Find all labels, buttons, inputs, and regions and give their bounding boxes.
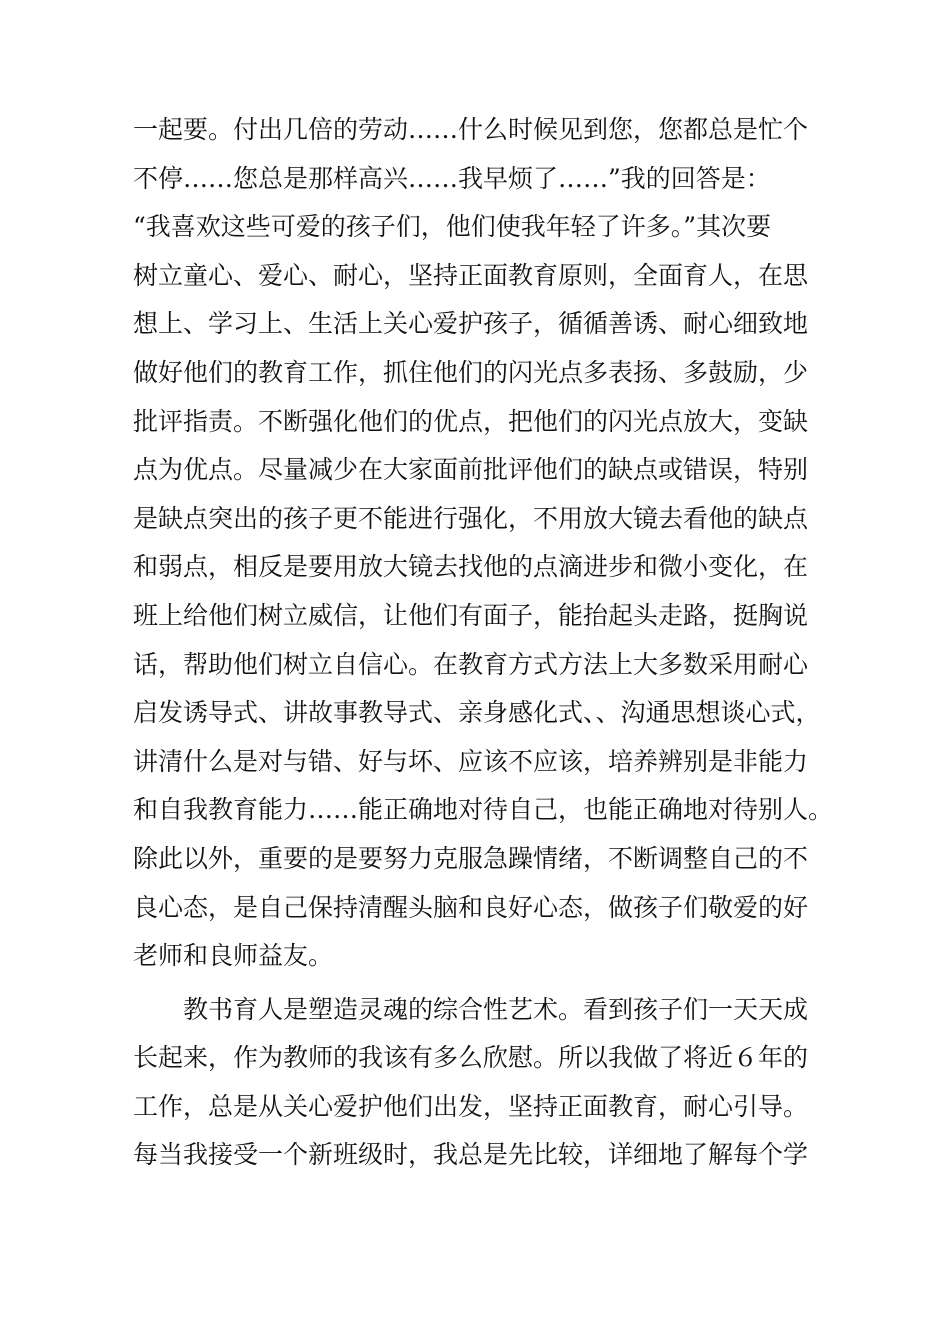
text-line: 和自我教育能力……能正确地对待自己，也能正确地对待别人。 (133, 795, 833, 825)
paragraph-1 (133, 106, 833, 981)
body-text (133, 106, 833, 1180)
text-line: 教书育人是塑造灵魂的综合性艺术。看到孩子们一天天成 (183, 994, 809, 1024)
text-line: 良心态，是自己保持清醒头脑和良好心态，做孩子们敬爱的好 (133, 892, 809, 922)
text-line: 做好他们的教育工作，抓住他们的闪光点多表扬、多鼓励，少 (133, 357, 809, 387)
text-line: 话，帮助他们树立自信心。在教育方式方法上大多数采用耐心 (133, 649, 809, 679)
text-line: 讲清什么是对与错、好与坏、应该不应该，培养辨别是非能力 (133, 746, 809, 776)
text-line: 工作，总是从关心爱护他们出发，坚持正面教育，耐心引导。 (133, 1091, 809, 1121)
text-line: 一起要。付出几倍的劳动……什么时候见到您，您都总是忙个 (133, 115, 809, 144)
text-line: 想上、学习上、生活上关心爱护孩子，循循善诱、耐心细致地 (133, 309, 809, 339)
text-line: 点为优点。尽量减少在大家面前批评他们的缺点或错误，特别 (133, 455, 809, 485)
text-line: 启发诱导式、讲故事教导式、亲身感化式、、沟通思想谈心式， (133, 698, 821, 728)
text-line: 老师和良师益友。 (133, 941, 334, 971)
text-line: 班上给他们树立威信，让他们有面子，能抬起头走路，挺胸说 (133, 600, 809, 630)
text-line: 和弱点，相反是要用放大镜去找他的点滴进步和微小变化，在 (133, 552, 809, 582)
paragraph-2 (133, 986, 833, 1180)
text-line: 长起来，作为教师的我该有多么欣慰。所以我做了将近６年的 (133, 1043, 809, 1073)
text-line: 树立童心、爱心、耐心，坚持正面教育原则，全面育人，在思 (133, 260, 809, 290)
text-line: 是缺点突出的孩子更不能进行强化，不用放大镜去看他的缺点 (133, 503, 809, 533)
text-line: “我喜欢这些可爱的孩子们，他们使我年轻了许多。”其次要 (133, 212, 772, 242)
text-line: 每当我接受一个新班级时，我总是先比较，详细地了解每个学 (133, 1140, 809, 1170)
text-line: 除此以外，重要的是要努力克服急躁情绪，不断调整自己的不 (133, 843, 809, 873)
text-line: 批评指责。不断强化他们的优点，把他们的闪光点放大，变缺 (133, 406, 809, 436)
text-line: 不停……您总是那样高兴……我早烦了……”我的回答是： (133, 163, 771, 193)
